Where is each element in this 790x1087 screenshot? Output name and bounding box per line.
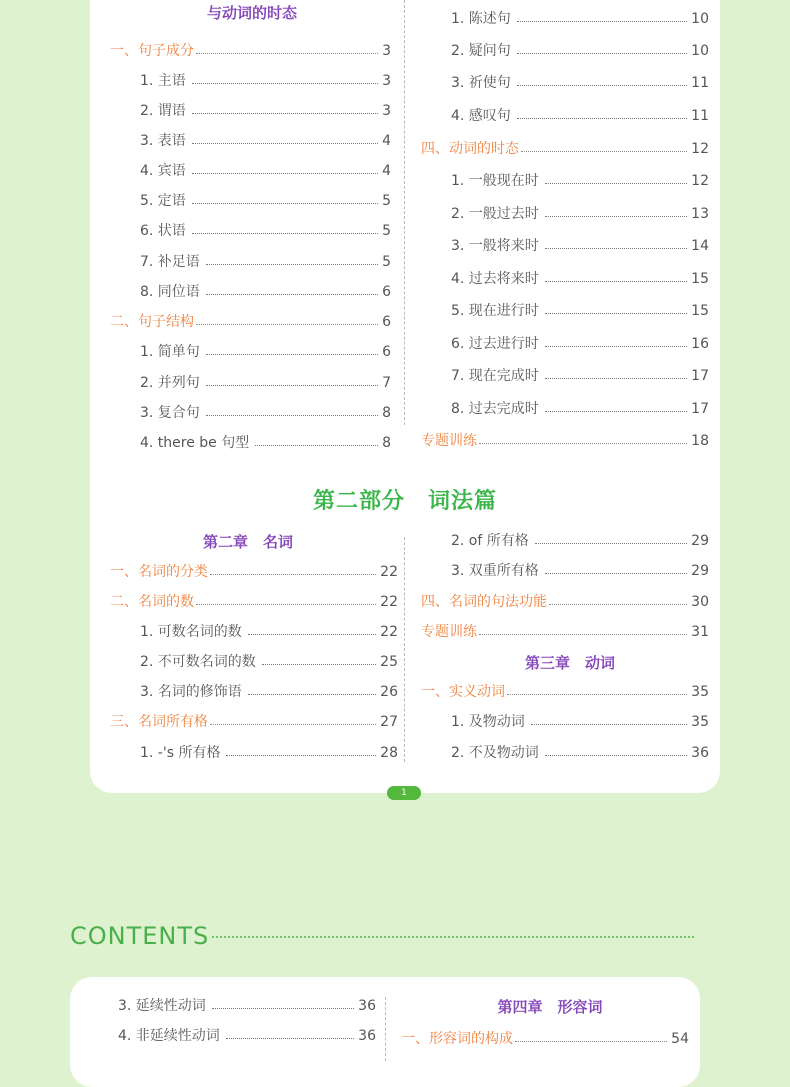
- toc-entry[interactable]: [140, 72, 391, 90]
- dot-leader: [545, 215, 687, 217]
- toc-entry[interactable]: [451, 205, 709, 223]
- toc-entry-page: 3: [382, 43, 391, 59]
- toc-entry[interactable]: [140, 102, 391, 120]
- dot-leader: [212, 1007, 354, 1009]
- toc-entry-title: 8. 过去完成时: [451, 401, 539, 417]
- toc-entry[interactable]: [140, 132, 391, 150]
- toc-entry-title: 二、句子结构: [110, 314, 194, 330]
- toc-entry-title: 3. 双重所有格: [451, 563, 539, 579]
- dot-leader: [545, 410, 687, 412]
- toc-entry-page: 25: [380, 654, 398, 670]
- toc-entry-title: 专题训练: [421, 433, 477, 449]
- toc-entry-page: 14: [691, 238, 709, 254]
- toc-entry[interactable]: [140, 283, 391, 301]
- dot-leader: [517, 84, 687, 86]
- toc-entry[interactable]: [451, 562, 709, 580]
- toc-entry[interactable]: [451, 74, 709, 92]
- toc-entry-title: 专题训练: [421, 624, 477, 640]
- toc-entry-title: 3. 名词的修饰语: [140, 684, 242, 700]
- toc-entry[interactable]: [451, 532, 709, 550]
- toc-entry[interactable]: [118, 997, 376, 1015]
- dot-leader: [192, 82, 378, 84]
- contents-label: CONTENTS: [70, 922, 210, 950]
- dot-leader: [545, 247, 687, 249]
- dot-leader: [531, 723, 687, 725]
- toc-entry-page: 3: [382, 103, 391, 119]
- dot-leader: [521, 150, 687, 152]
- toc-entry-title: 三、名词所有格: [110, 714, 208, 730]
- chapter-heading: 与动词的时态: [206, 4, 298, 22]
- toc-entry[interactable]: [140, 162, 391, 180]
- dot-leader: [192, 232, 378, 234]
- toc-entry-title: 1. 一般现在时: [451, 173, 539, 189]
- toc-entry-page: 30: [691, 594, 709, 610]
- dot-leader: [517, 20, 687, 22]
- toc-entry-title: 一、名词的分类: [110, 564, 208, 580]
- toc-entry-page: 29: [691, 563, 709, 579]
- toc-entry[interactable]: [140, 253, 391, 271]
- dot-leader: [192, 172, 378, 174]
- toc-entry[interactable]: [140, 434, 391, 452]
- toc-entry[interactable]: [451, 302, 709, 320]
- dot-leader: [517, 52, 687, 54]
- column-divider: [404, 537, 405, 762]
- toc-entry-page: 10: [691, 11, 709, 27]
- toc-entry[interactable]: [140, 222, 391, 240]
- dot-leader: [479, 442, 687, 444]
- toc-entry[interactable]: [140, 653, 398, 671]
- toc-section-entry[interactable]: [421, 623, 709, 641]
- toc-section-entry[interactable]: [110, 313, 391, 331]
- toc-entry-page: 35: [691, 684, 709, 700]
- dot-leader: [210, 723, 376, 725]
- toc-entry[interactable]: [140, 404, 391, 422]
- toc-entry-title: 1. 简单句: [140, 344, 200, 360]
- dot-leader: [192, 202, 378, 204]
- toc-entry-title: 5. 定语: [140, 193, 186, 209]
- toc-entry-page: 15: [691, 271, 709, 287]
- toc-entry-page: 29: [691, 533, 709, 549]
- toc-entry-page: 22: [380, 624, 398, 640]
- dot-leader: [545, 377, 687, 379]
- toc-section-entry[interactable]: [401, 1030, 689, 1048]
- toc-section-entry[interactable]: [110, 42, 391, 60]
- toc-entry-title: 1. 可数名词的数: [140, 624, 242, 640]
- dot-leader: [545, 572, 687, 574]
- toc-entry-title: 四、名词的句法功能: [421, 594, 547, 610]
- toc-entry-title: 2. 一般过去时: [451, 206, 539, 222]
- dot-leader: [206, 414, 378, 416]
- toc-entry-page: 5: [382, 223, 391, 239]
- toc-entry-page: 7: [382, 375, 391, 391]
- toc-entry-page: 6: [382, 344, 391, 360]
- toc-entry-page: 16: [691, 336, 709, 352]
- toc-section-entry[interactable]: [421, 683, 709, 701]
- toc-entry-title: 3. 祈使句: [451, 75, 511, 91]
- toc-entry-page: 4: [382, 133, 391, 149]
- toc-entry-title: 3. 一般将来时: [451, 238, 539, 254]
- dot-leader: [206, 384, 378, 386]
- toc-section-entry[interactable]: [110, 593, 398, 611]
- toc-entry-page: 3: [382, 73, 391, 89]
- toc-entry-page: 26: [380, 684, 398, 700]
- toc-entry[interactable]: [451, 744, 709, 762]
- toc-entry-page: 5: [382, 193, 391, 209]
- toc-entry-page: 54: [671, 1031, 689, 1047]
- toc-entry-title: 7. 补足语: [140, 254, 200, 270]
- toc-entry[interactable]: [451, 10, 709, 28]
- part-title: 第二部分 词法篇: [312, 489, 498, 514]
- chapter-heading: 第二章 名词: [202, 533, 294, 551]
- toc-entry-title: 1. 主语: [140, 73, 186, 89]
- toc-entry[interactable]: [451, 400, 709, 418]
- toc-entry-title: 3. 复合句: [140, 405, 200, 421]
- toc-entry-page: 36: [358, 998, 376, 1014]
- toc-entry[interactable]: [451, 107, 709, 125]
- toc-section-entry[interactable]: [110, 563, 398, 581]
- toc-entry-page: 22: [380, 594, 398, 610]
- dot-leader: [226, 754, 376, 756]
- chapter-heading: 第四章 形容词: [497, 998, 603, 1016]
- toc-entry-title: 2. 不及物动词: [451, 745, 539, 761]
- toc-entry-page: 13: [691, 206, 709, 222]
- toc-entry-title: 四、动词的时态: [421, 141, 519, 157]
- toc-entry-title: 一、形容词的构成: [401, 1031, 513, 1047]
- toc-entry-page: 27: [380, 714, 398, 730]
- toc-entry-title: 5. 现在进行时: [451, 303, 539, 319]
- toc-entry[interactable]: [140, 343, 391, 361]
- dot-leader: [248, 693, 376, 695]
- dot-leader: [192, 112, 378, 114]
- toc-entry-title: 8. 同位语: [140, 284, 200, 300]
- toc-entry-page: 5: [382, 254, 391, 270]
- toc-entry[interactable]: [140, 623, 398, 641]
- toc-entry-title: 2. 谓语: [140, 103, 186, 119]
- column-divider: [385, 997, 386, 1061]
- dot-leader: [545, 345, 687, 347]
- dot-leader: [210, 573, 376, 575]
- contents-dotted-line: [212, 936, 694, 938]
- toc-entry-title: 1. 陈述句: [451, 11, 511, 27]
- toc-entry-page: 6: [382, 314, 391, 330]
- toc-entry[interactable]: [118, 1027, 376, 1045]
- toc-entry-title: 4. 感叹句: [451, 108, 511, 124]
- toc-entry-page: 31: [691, 624, 709, 640]
- dot-leader: [545, 182, 687, 184]
- toc-entry-title: 4. 过去将来时: [451, 271, 539, 287]
- toc-entry[interactable]: [140, 744, 398, 762]
- toc-entry-page: 22: [380, 564, 398, 580]
- toc-entry-title: 2. 不可数名词的数: [140, 654, 256, 670]
- toc-entry-page: 10: [691, 43, 709, 59]
- chapter-heading: 第三章 动词: [524, 654, 616, 672]
- toc-entry[interactable]: [140, 192, 391, 210]
- toc-entry-page: 8: [382, 435, 391, 451]
- toc-entry-page: 11: [691, 108, 709, 124]
- toc-entry[interactable]: [451, 335, 709, 353]
- toc-entry-title: 7. 现在完成时: [451, 368, 539, 384]
- toc-entry-page: 36: [358, 1028, 376, 1044]
- dot-leader: [206, 263, 378, 265]
- toc-entry-page: 4: [382, 163, 391, 179]
- dot-leader: [545, 280, 687, 282]
- toc-entry-page: 6: [382, 284, 391, 300]
- toc-entry[interactable]: [451, 172, 709, 190]
- toc-entry-title: 3. 延续性动词: [118, 998, 206, 1014]
- toc-entry-page: 15: [691, 303, 709, 319]
- toc-entry-title: 1. -'s 所有格: [140, 745, 221, 761]
- dot-leader: [255, 444, 378, 446]
- toc-entry[interactable]: [451, 713, 709, 731]
- toc-entry-page: 17: [691, 401, 709, 417]
- dot-leader: [192, 142, 378, 144]
- toc-section-entry[interactable]: [421, 432, 709, 450]
- toc-entry-page: 8: [382, 405, 391, 421]
- toc-entry-title: 2. 并列句: [140, 375, 200, 391]
- toc-entry-page: 17: [691, 368, 709, 384]
- toc-entry-page: 11: [691, 75, 709, 91]
- dot-leader: [226, 1037, 354, 1039]
- dot-leader: [196, 52, 378, 54]
- dot-leader: [206, 293, 378, 295]
- toc-entry-page: 12: [691, 141, 709, 157]
- toc-entry-title: 一、实义动词: [421, 684, 505, 700]
- dot-leader: [535, 542, 687, 544]
- toc-entry-page: 35: [691, 714, 709, 730]
- toc-entry-title: 1. 及物动词: [451, 714, 525, 730]
- dot-leader: [515, 1040, 667, 1042]
- dot-leader: [545, 312, 687, 314]
- toc-entry[interactable]: [451, 367, 709, 385]
- page-number-badge: 1: [387, 786, 421, 800]
- toc-entry-page: 12: [691, 173, 709, 189]
- toc-entry[interactable]: [451, 42, 709, 60]
- toc-entry-page: 36: [691, 745, 709, 761]
- toc-entry-title: 4. there be 句型: [140, 435, 250, 451]
- toc-entry-page: 28: [380, 745, 398, 761]
- dot-leader: [196, 323, 378, 325]
- toc-entry[interactable]: [140, 374, 391, 392]
- toc-entry[interactable]: [451, 270, 709, 288]
- toc-entry-title: 4. 非延续性动词: [118, 1028, 220, 1044]
- toc-section-entry[interactable]: [110, 713, 398, 731]
- dot-leader: [549, 603, 687, 605]
- toc-entry-title: 6. 过去进行时: [451, 336, 539, 352]
- toc-entry-title: 2. of 所有格: [451, 533, 529, 549]
- toc-section-entry[interactable]: [421, 140, 709, 158]
- dot-leader: [206, 353, 378, 355]
- dot-leader: [262, 663, 376, 665]
- toc-entry-title: 二、名词的数: [110, 594, 194, 610]
- dot-leader: [479, 633, 687, 635]
- dot-leader: [507, 693, 687, 695]
- toc-section-entry[interactable]: [421, 593, 709, 611]
- toc-entry-title: 4. 宾语: [140, 163, 186, 179]
- toc-entry-title: 一、句子成分: [110, 43, 194, 59]
- dot-leader: [248, 633, 376, 635]
- dot-leader: [545, 754, 687, 756]
- toc-entry-page: 18: [691, 433, 709, 449]
- toc-entry[interactable]: [140, 683, 398, 701]
- dot-leader: [517, 117, 687, 119]
- toc-entry-title: 6. 状语: [140, 223, 186, 239]
- dot-leader: [196, 603, 376, 605]
- toc-entry-title: 3. 表语: [140, 133, 186, 149]
- toc-entry[interactable]: [451, 237, 709, 255]
- toc-entry-title: 2. 疑问句: [451, 43, 511, 59]
- column-divider: [404, 0, 405, 425]
